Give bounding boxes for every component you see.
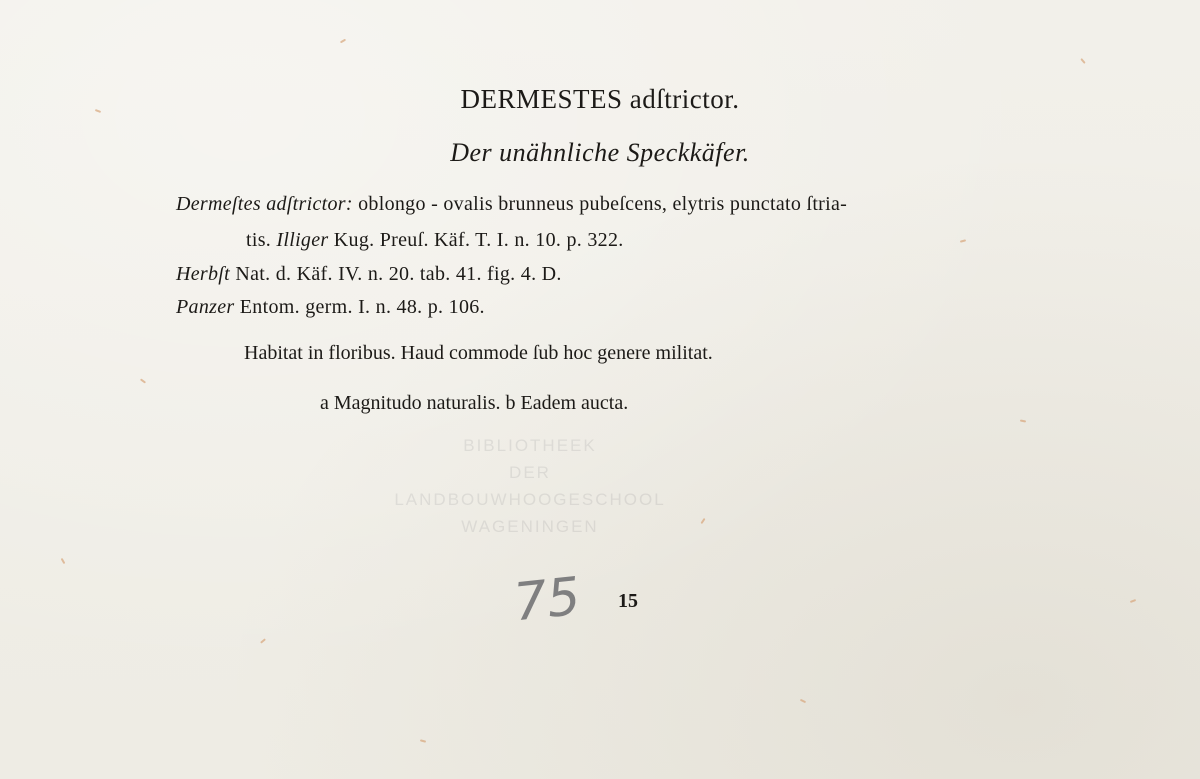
page-subtitle: Der unähnliche Speckkäfer. [450, 138, 750, 167]
synonym-text: Entom. germ. I. n. 48. p. 106. [234, 296, 485, 318]
paper-fleck [61, 558, 66, 564]
paper-fleck [1130, 599, 1136, 603]
synonym-author: Herbſt [176, 263, 231, 285]
paper-fleck [960, 239, 966, 242]
synonym-line-1 [176, 193, 847, 216]
library-stamp [350, 432, 710, 567]
synonym-line-3 [176, 263, 562, 286]
synonym-line-2 [246, 229, 624, 252]
paper-fleck [340, 39, 346, 44]
synonym-author: Illiger [276, 229, 329, 251]
stamp-line: DER [509, 463, 551, 482]
synonym-line-4 [176, 296, 485, 319]
stamp-line: BIBLIOTHEEK [463, 436, 597, 455]
paper-fleck [420, 739, 426, 742]
synonym-text: oblongo - ovalis brunneus pubeſcens, elytris punctato ſtria- [352, 193, 848, 215]
synonym-text: Nat. d. Käf. IV. n. 20. tab. 41. fig. 4. D. [230, 263, 562, 285]
paper-fleck [1020, 419, 1026, 422]
synonym-author: Panzer [176, 296, 235, 318]
paper-fleck [140, 378, 146, 383]
stamp-line: WAGENINGEN [461, 517, 599, 536]
synonym-author: Dermeſtes adſtrictor: [176, 193, 353, 215]
paper-fleck [1080, 58, 1085, 64]
figure-caption: a Magnitudo naturalis. b Eadem aucta. [320, 392, 629, 414]
habitat-text: Habitat in floribus. Haud commode ſub hoc genere militat. [244, 342, 713, 364]
page-number: 15 [618, 590, 638, 612]
handwritten-number: 75 [511, 566, 584, 634]
synonym-text: Kug. Preuſ. Käf. T. I. n. 10. p. 322. [328, 229, 624, 251]
stamp-line: LANDBOUWHOOGESCHOOL [394, 490, 666, 509]
synonym-prefix: tis. [246, 229, 277, 251]
paper-fleck [800, 699, 806, 703]
page-title: DERMESTES adſtrictor. [460, 84, 740, 114]
paper-fleck [260, 638, 266, 643]
